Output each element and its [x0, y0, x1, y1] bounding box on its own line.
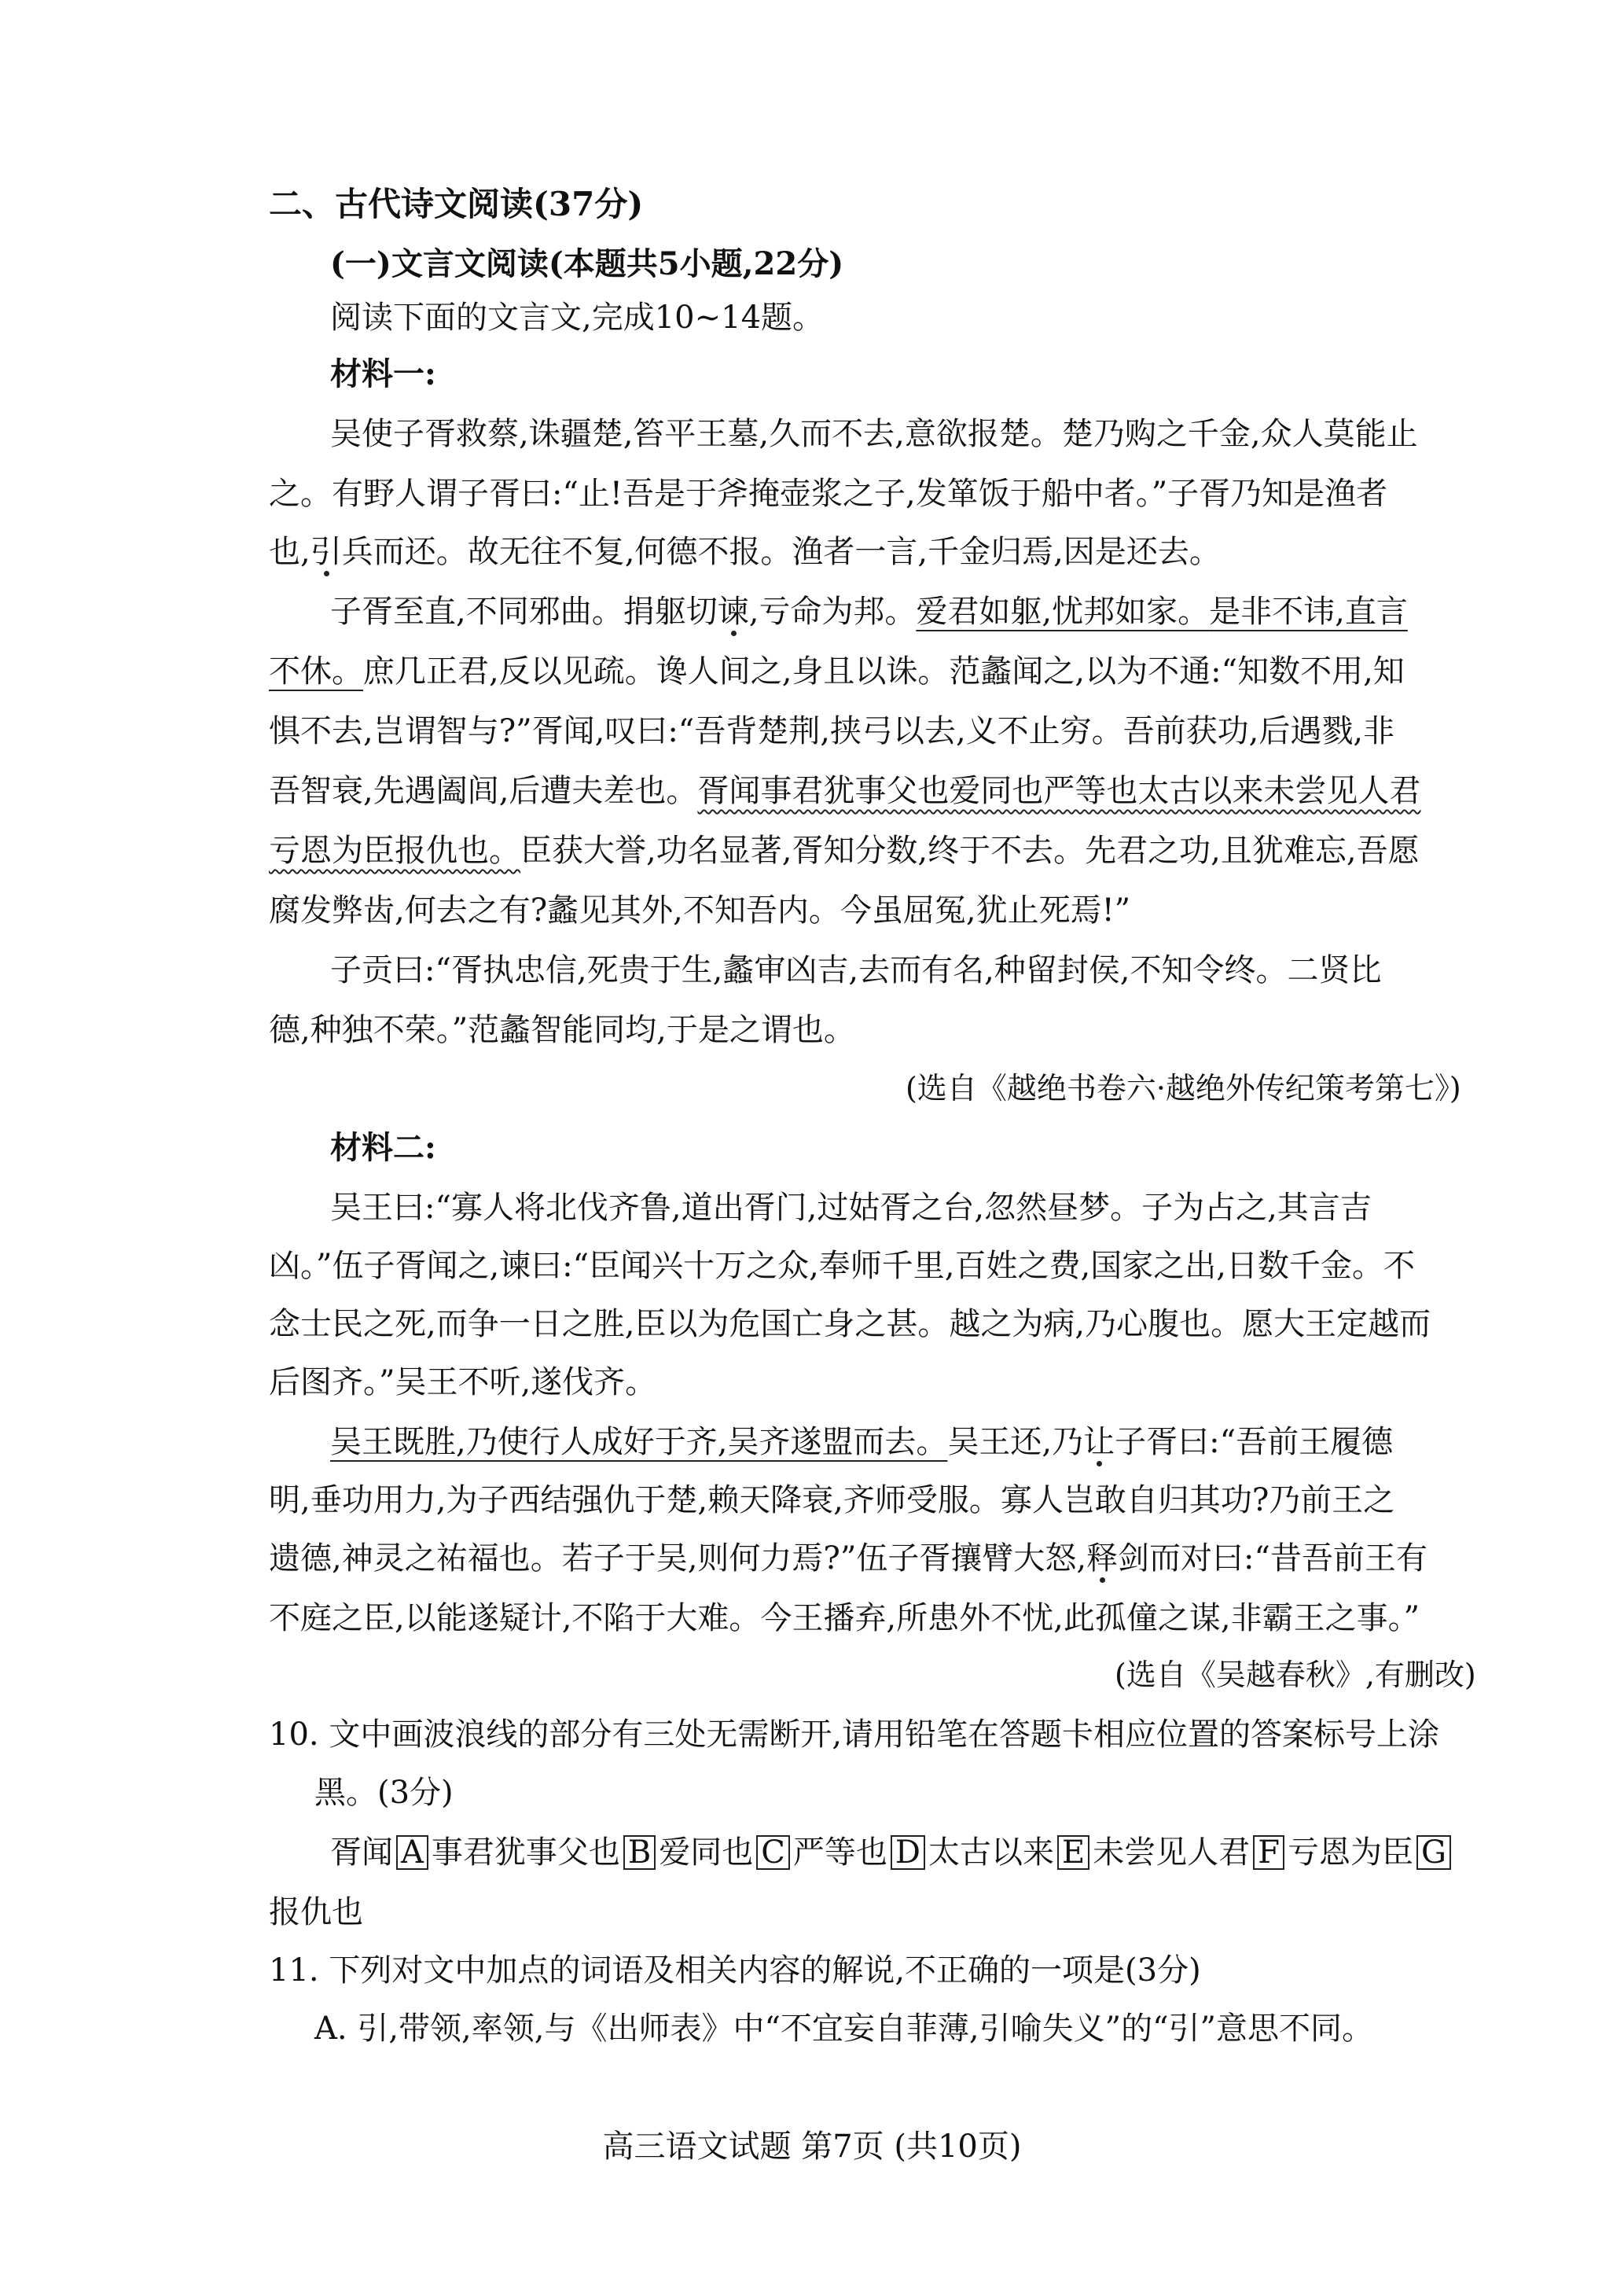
material1-paragraph-line — [269, 649, 1405, 694]
sentence-segment: 严等也 — [792, 1834, 887, 1871]
material1-paragraph-line — [269, 769, 1420, 813]
question10-sentence — [330, 1831, 1454, 1875]
material1-paragraph-line: 之。有野人谓子胥曰:“止!吾是于斧掩壶浆之子,发箪饭于船中者。”子胥乃知是渔者 — [269, 476, 1388, 512]
material2-label: 材料二: — [330, 1129, 436, 1166]
dotted-word: 释 — [1086, 1540, 1119, 1577]
wavy-underlined-sentence: 亏恩为臣报仇也。 — [269, 833, 520, 869]
text-span: 臣获大誉,功名显著,胥知分数,终于不去。先君之功,且犹难忘,吾愿 — [520, 833, 1420, 869]
material2-paragraph-line: 后图齐。”吴王不听,遂伐齐。 — [269, 1364, 657, 1400]
text-span: 兵而还。故无往不复,何德不报。渔者一言,千金归焉,因是还去。 — [341, 534, 1221, 570]
text-span: 庶几正君,反以见疏。谗人间之,身且以诛。范蠡闻之,以为不通:“知数不用,知 — [363, 653, 1405, 690]
question10-stem: 黑。(3分) — [314, 1775, 454, 1811]
text-span: 子胥至直,不同邪曲。捐躯切 — [330, 594, 718, 630]
material1-label: 材料一: — [330, 355, 436, 392]
material1-paragraph-line — [269, 829, 1420, 873]
question10-sentence: 报仇也 — [269, 1894, 363, 1930]
material1-paragraph-line — [330, 590, 1408, 634]
dotted-word: 让 — [1083, 1424, 1115, 1460]
sentence-segment: 未尝见人君 — [1093, 1834, 1251, 1871]
instruction-text: 阅读下面的文言文,完成10~14题。 — [330, 300, 825, 336]
material1-paragraph-line: 子贡曰:“胥执忠信,死贵于生,蠡审凶吉,去而有名,种留封侯,不知令终。二贤比 — [330, 952, 1382, 988]
answer-box-b[interactable]: B — [623, 1835, 656, 1870]
material2-paragraph-line: 明,垂功用力,为子西结强仇于楚,赖天降衰,齐师受服。寡人岂敢自归其功?乃前王之 — [269, 1482, 1395, 1518]
material2-paragraph-line: 吴王曰:“寡人将北伐齐鲁,道出胥门,过姑胥之台,忽然昼梦。子为占之,其言吉 — [330, 1190, 1372, 1226]
material2-paragraph-line — [330, 1420, 1393, 1464]
sentence-segment: 事君犹事父也 — [431, 1834, 620, 1871]
subsection-title: (一)文言文阅读(本题共5小题,22分) — [330, 245, 844, 282]
material2-paragraph-line: 不庭之臣,以能遂疑计,不陷于大难。今王播弃,所患外不忧,此孤僮之谋,非霸王之事。” — [269, 1600, 1420, 1636]
underlined-sentence: 吴王既胜,乃使行人成好于齐,吴齐遂盟而去。 — [330, 1424, 948, 1460]
answer-box-d[interactable]: D — [891, 1835, 925, 1870]
underlined-sentence: 不休。 — [269, 653, 363, 690]
text-span: 遗德,神灵之祐福也。若子于吴,则何力焉?”伍子胥攘臂大怒, — [269, 1540, 1087, 1577]
wavy-underlined-sentence: 胥闻事君犹事父也爱同也严等也太古以来未尝见人君 — [697, 773, 1421, 809]
material2-paragraph-line: 念士民之死,而争一日之胜,臣以为危国亡身之甚。越之为病,乃心腹也。愿大王定越而 — [269, 1306, 1431, 1342]
material1-paragraph-line: 吴使子胥救蔡,诛疆楚,笞平王墓,久而不去,意欲报楚。楚乃购之千金,众人莫能止 — [330, 416, 1418, 452]
material2-paragraph-line — [269, 1536, 1427, 1580]
question10-stem: 10. 文中画波浪线的部分有三处无需断开,请用铅笔在答题卡相应位置的答案标号上涂 — [269, 1716, 1440, 1753]
text-span: 子胥曰:“吾前王履德 — [1115, 1424, 1394, 1460]
material1-paragraph-line — [269, 530, 1221, 574]
underlined-sentence: 是非不讳,直言 — [1209, 594, 1408, 630]
answer-box-g[interactable]: G — [1416, 1835, 1451, 1870]
sentence-segment: 亏恩为臣 — [1287, 1834, 1413, 1871]
material2-paragraph-line: 凶。”伍子胥闻之,谏曰:“臣闻兴十万之众,奉师千里,百姓之费,国家之出,日数千金。不 — [269, 1248, 1415, 1284]
material1-paragraph-line: 腐发弊齿,何去之有?蠡见其外,不知吾内。今虽屈冤,犹止死焉!” — [269, 892, 1131, 929]
sentence-segment: 爱同也 — [659, 1834, 754, 1871]
material1-paragraph-line: 德,种独不荣。”范蠡智能同均,于是之谓也。 — [269, 1012, 855, 1048]
answer-box-c[interactable]: C — [756, 1835, 790, 1870]
answer-box-f[interactable]: F — [1253, 1835, 1284, 1870]
section-title: 二、古代诗文阅读(37分) — [269, 185, 644, 223]
question11-option-a: A. 引,带领,率领,与《出师表》中“不宜妄自菲薄,引喻失义”的“引”意思不同。 — [314, 2011, 1373, 2047]
dotted-word: 引 — [310, 534, 342, 570]
question11-stem: 11. 下列对文中加点的词语及相关内容的解说,不正确的一项是(3分) — [269, 1952, 1201, 1989]
sentence-segment: 太古以来 — [928, 1834, 1054, 1871]
text-span: 剑而对曰:“昔吾前王有 — [1118, 1540, 1427, 1577]
page-footer: 高三语文试题 第7页 (共10页) — [602, 2129, 1022, 2165]
sentence-segment: 胥闻 — [330, 1834, 393, 1871]
text-span: 吴王还,乃 — [947, 1424, 1084, 1460]
text-span: 也, — [269, 534, 310, 570]
material1-paragraph-line: 惧不去,岂谓智与?”胥闻,叹曰:“吾背楚荆,挟弓以去,义不止穷。吾前获功,后遇戮,非 — [269, 713, 1395, 749]
answer-box-e[interactable]: E — [1057, 1835, 1089, 1870]
material2-source: (选自《吴越春秋》,有删改) — [1115, 1658, 1476, 1692]
underlined-sentence: 爱君如躯,忧邦如家。 — [916, 594, 1210, 630]
answer-box-a[interactable]: A — [396, 1835, 428, 1870]
dotted-word: 谏 — [717, 594, 749, 630]
text-span: 吾智衰,先遇阖闾,后遭夫差也。 — [269, 773, 698, 809]
text-span: ,亏命为邦。 — [748, 594, 917, 630]
material1-source: (选自《越绝书卷六·越绝外传纪策考第七》) — [906, 1071, 1461, 1106]
